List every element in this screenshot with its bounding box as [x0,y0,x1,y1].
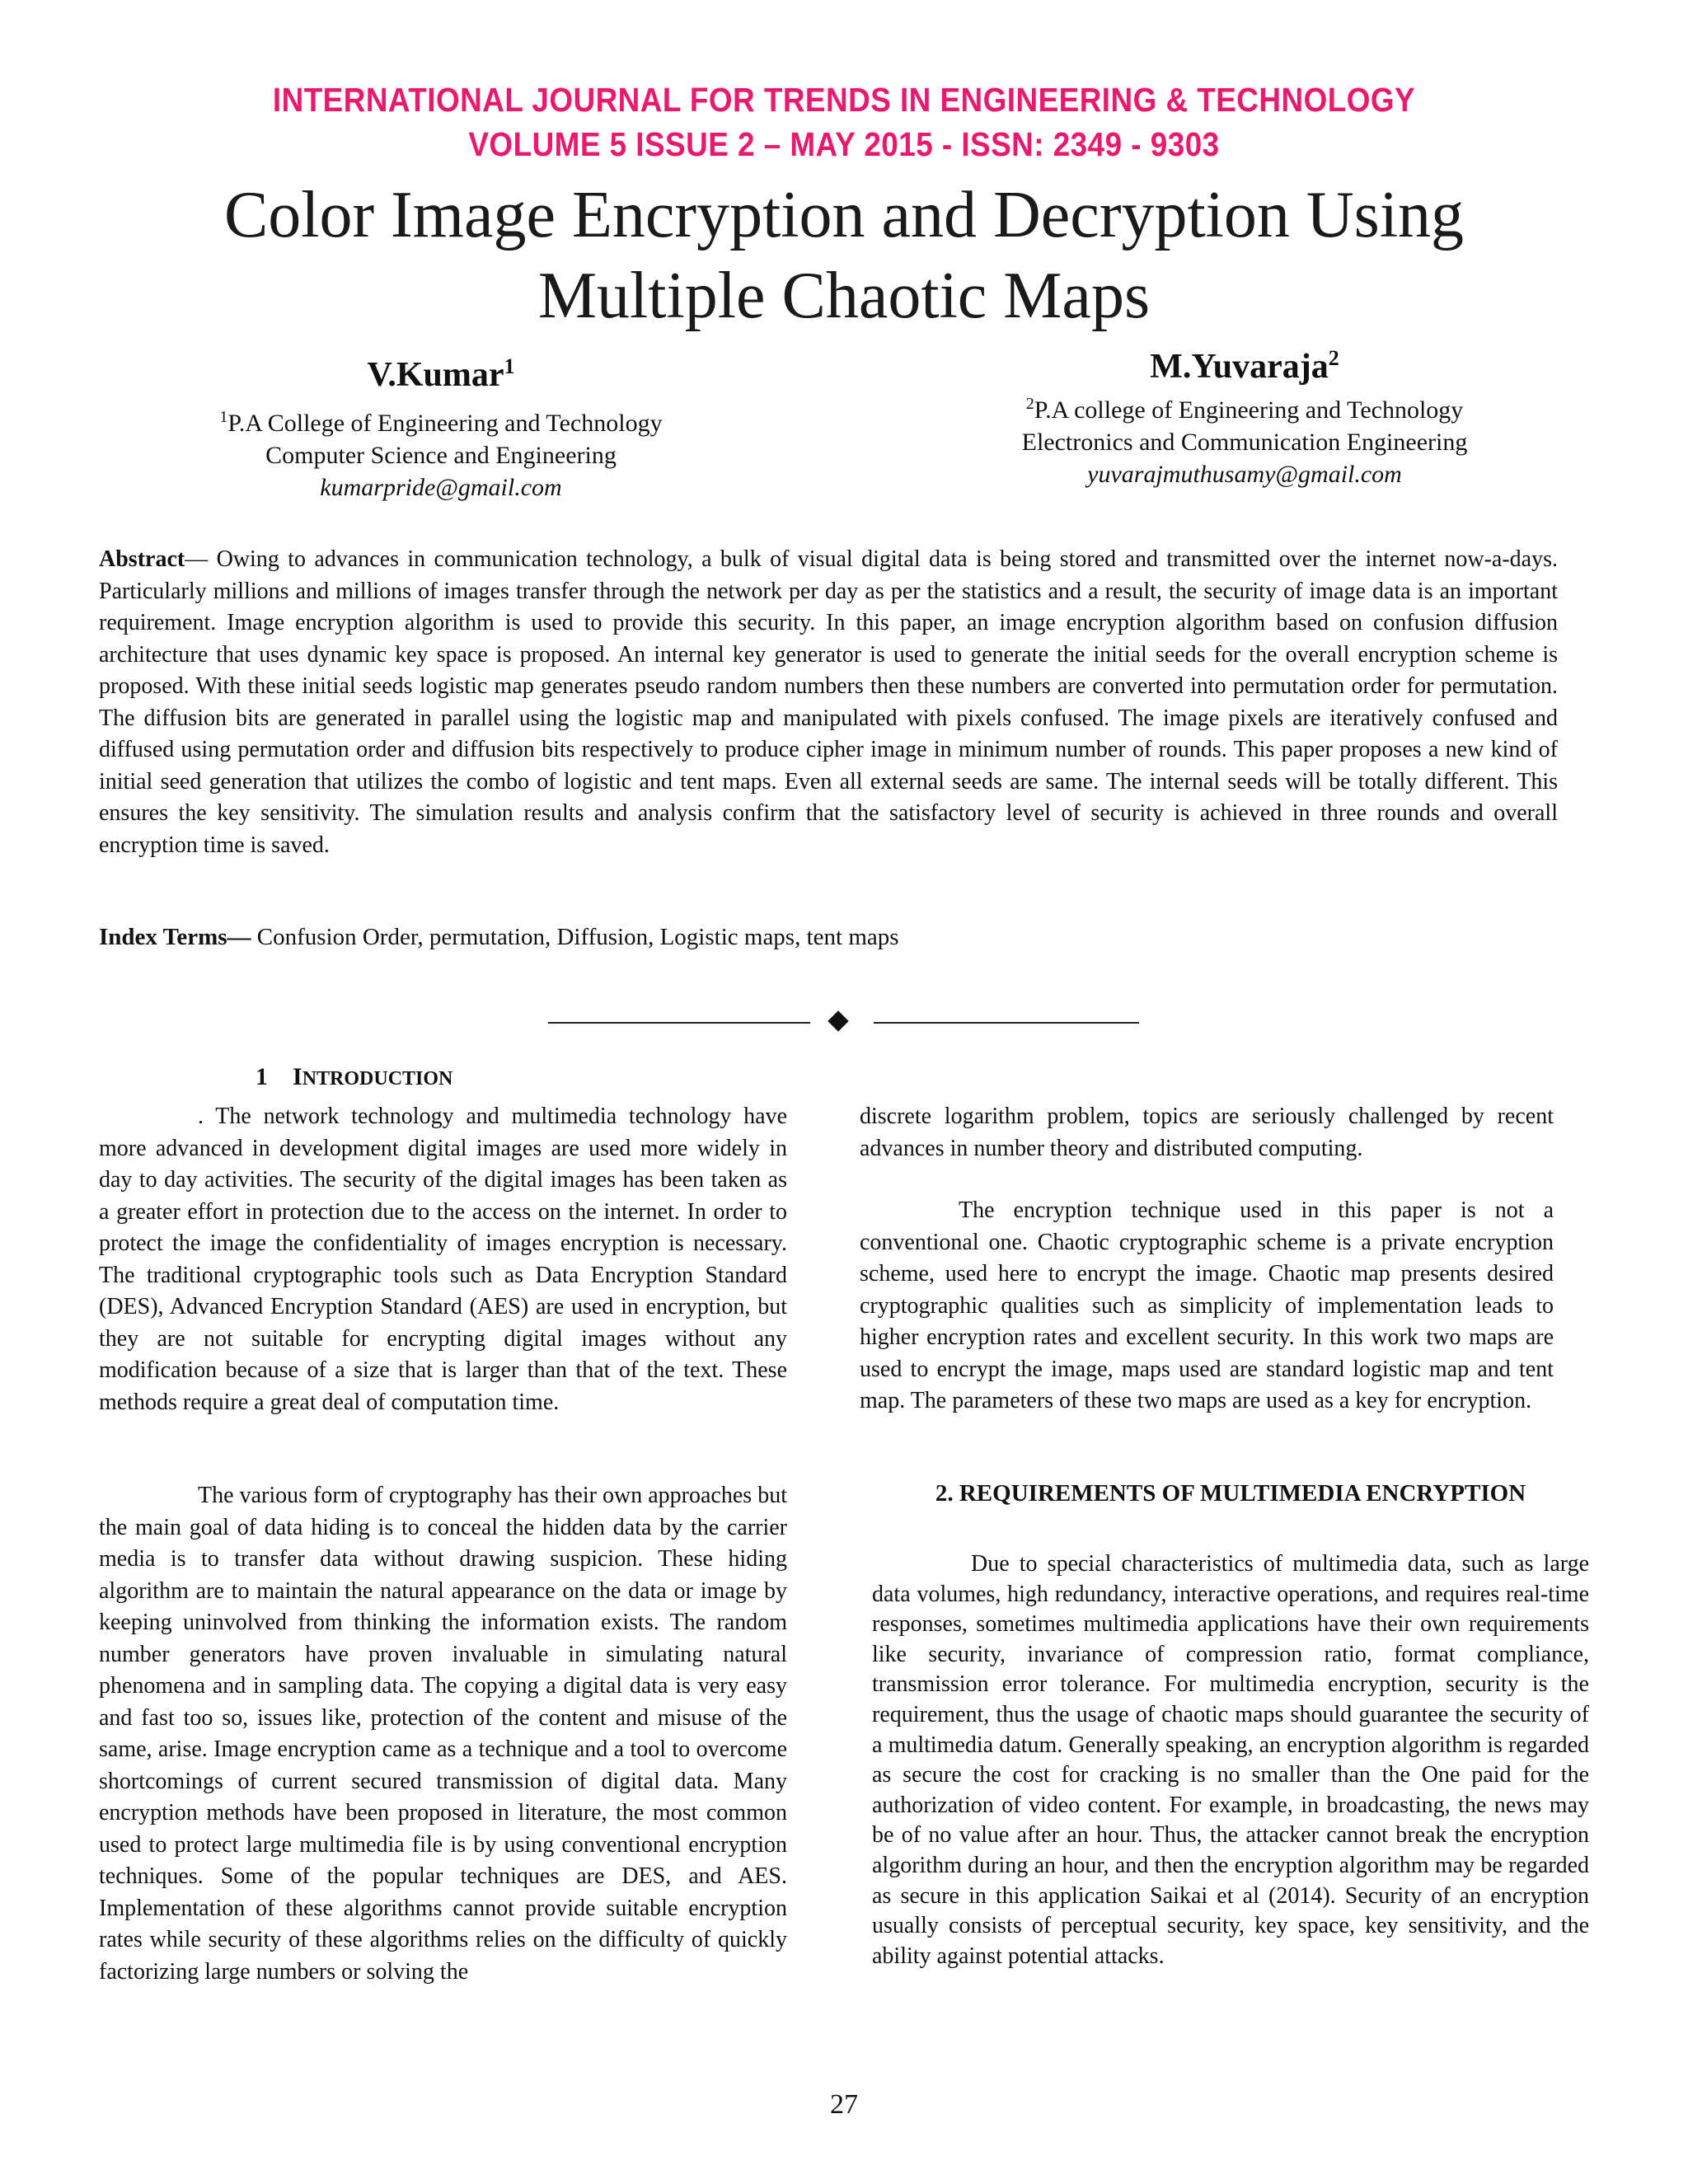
abstract-text: — Owing to advances in communication technology, a bulk of visual digital data is being stored and transmitted over the internet now-a-days. Particularly millions and millions of images transfer through the network per day as per the statistics and a result, the security of image data is an important requirement. Image encryption algorithm is used to provide this security. In this paper, an image encryption algorithm based on confusion diffusion architecture that uses dynamic key space is proposed. An internal key generator is used to generate the initial seeds for the overall encryption scheme is proposed. With these initial seeds logistic map generates pseudo random numbers then these numbers are converted into permutation order for permutation. The diffusion bits are generated in parallel using the logistic map and manipulated with pixels confused. The image pixels are iteratively confused and diffused using permutation order and diffusion bits respectively to produce cipher image in minimum number of rounds. This paper proposes a new kind of initial seed generation that utilizes the combo of logistic and tent maps. Even all external seeds are same. The internal seeds will be totally different. This ensures the key sensitivity. The simulation results and analysis confirm that the satisfactory level of security is achieved in three rounds and overall encryption time is saved. [99,546,1558,858]
section-heading-requirements: 2. REQUIREMENTS OF MULTIMEDIA ENCRYPTION [935,1480,1526,1507]
author-email: yuvarajmuthusamy@gmail.com [1087,461,1402,488]
author-name: M.Yuvaraja$^2$ [1150,346,1339,386]
requirements-paragraph-1: Due to special characteristics of multimedia data, such as large data volumes, high redundancy, interactive operations, and requires real-time responses, sometimes multimedia applications have their own requirements like security, invariance of compression ratio, format compliance, transmission error tolerance. For multimedia encryption, security is the requirement, thus the usage of chaotic maps should guarantee the security of a multimedia datum. Generally speaking, an encryption algorithm is regarded as secure the cost for cracking is no smaller than the One paid for the authorization of video content. For example, in broadcasting, the news may be of no value after an hour. Thus, the attacker cannot break the encryption algorithm during an hour, and then the encryption algorithm may be regarded as secure in this application Saikai et al (2014). Security of an encryption usually consists of perceptual security, key space, key sensitivity, and the ability against potential attacks. [872,1551,1589,1969]
author-department: Electronics and Communication Engineering [1021,429,1468,456]
author-name: V.Kumar$^1$ [367,354,515,394]
abstract-label: Abstract [99,546,185,572]
intro-paragraph-3: discrete logarithm problem, topics are seriously challenged by recent advances in number theory and distributed computing. [860,1104,1554,1161]
intro-paragraph-4: The encryption technique used in this paper is not a conventional one. Chaotic cryptographic scheme is a private encryption scheme, used here to encrypt the image. Chaotic map presents desired cryptographic qualities such as simplicity of implementation leads to higher encryption rates and excellent security. In this work two maps are used to encrypt the image, maps used are standard logistic map and tent map. The parameters of these two maps are used as a key for encryption. [860,1197,1554,1413]
journal-volume-issn: VOLUME 5 ISSUE 2 – MAY 2015 - ISSN: 2349 - 9303 [468,125,1220,163]
separator-line-left [548,1022,810,1024]
journal-name: INTERNATIONAL JOURNAL FOR TRENDS IN ENGINEERING & TECHNOLOGY [272,81,1416,119]
intro-paragraph-2: The various form of cryptography has their own approaches but the main goal of data hiding is to conceal the hidden data by the carrier media is to transfer data without drawing suspicion. These hiding algorithm are to maintain the natural appearance on the data or image by keeping uninvolved from thinking the information exists. The random number generators have proven invaluable in simulating natural phenomena and in sampling data. The copying a digital data is very easy and fast too so, issues like, protection of the content and misuse of the same, arise. Image encryption came as a technique and a tool to overcome shortcomings of current secured transmission of digital data. Many encryption methods have been proposed in literature, the most common used to protect large multimedia file is by using conventional encryption techniques. Some of the popular techniques are DES, and AES. Implementation of these algorithms cannot provide suitable encryption rates while security of these algorithms relies on the difficulty of quickly factorizing large numbers or solving the [99,1483,787,1985]
paper-title-line2: Multiple Chaotic Maps [537,260,1151,332]
author-department: Computer Science and Engineering [265,442,617,469]
paper-title [0,175,1688,336]
author-block-1 [206,354,676,504]
intro-paragraph-1: . The network technology and multimedia technology have more advanced in development digital images are used more widely in day to day activities. The security of the digital images has been taken as a greater effort in protection due to the access on the internet. In order to protect the image the confidentiality of images encryption is necessary. The traditional cryptographic tools such as Data Encryption Standard (DES), Advanced Encryption Standard (AES) are used in encryption, but they are not suitable for encrypting digital images without any modification because of a size that is larger than that of the text. These methods require a great deal of computation time. [99,1104,787,1415]
index-terms-label: Index Terms— [99,924,251,950]
index-terms [99,921,1558,953]
author-affiliation: $^1$P.A College of Engineering and Technology [219,408,663,437]
author-affiliation: $^2$P.A college of Engineering and Technology [1025,395,1464,424]
page-number: 27 [830,2089,858,2120]
diamond-icon [828,1010,848,1031]
index-terms-text: Confusion Order, permutation, Diffusion, Logistic maps, tent maps [251,924,899,950]
abstract [99,544,1558,861]
separator-line-right [874,1022,1139,1024]
author-email: kumarpride@gmail.com [320,474,562,501]
section-heading-introduction: 1 INTRODUCTION [256,1063,453,1090]
author-block-2 [989,346,1500,490]
paper-title-line1: Color Image Encryption and Decryption Using [223,179,1465,251]
